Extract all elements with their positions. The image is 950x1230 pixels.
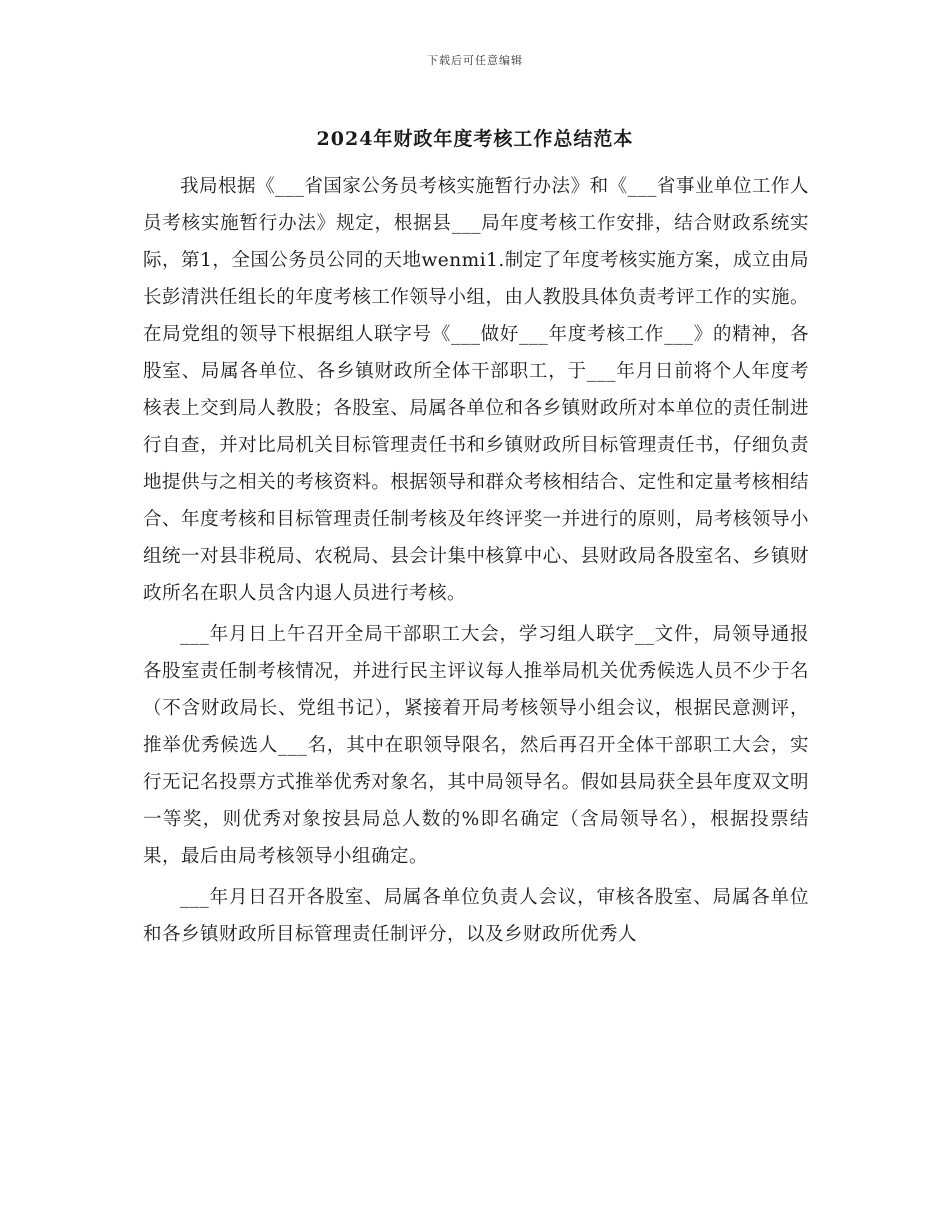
document-body bbox=[143, 168, 809, 957]
document-title: 2024年财政年度考核工作总结范本 bbox=[316, 128, 634, 150]
page-header-note: 下载后可任意编辑 bbox=[427, 54, 523, 67]
body-paragraph: ___年月日上午召开全局干部职工大会，学习组人联字__文件，局领导通报各股室责任制考核情况，并进行民主评议每人推举局机关优秀候选人员不少于名（不含财政局长、党组书记），紧接着开局考核领导小组会议，根据民意测评，推举优秀候选人___名，其中在职领导限名，然后再召开全体干部职工大会，实行无记名投票方式推举优秀对象名，其中局领导名。假如县局获全县年度双文明一等奖，则优秀对象按县局总人数的%即名确定（含局领导名），根据投票结果，最后由局考核领导小组确定。 bbox=[143, 624, 809, 867]
body-paragraph: ___年月日召开各股室、局属各单位负责人会议，审核各股室、局属各单位和各乡镇财政所目标管理责任制评分，以及乡财政所优秀人 bbox=[143, 887, 809, 945]
body-paragraph: 我局根据《___省国家公务员考核实施暂行办法》和《___省事业单位工作人员考核实施暂行办法》规定，根据县___局年度考核工作安排，结合财政系统实际，第1，全国公务员公同的天地wenmi1.制定了年度考核实施方案，成立由局长彭清洪任组长的年度考核工作领导小组，由人教股具体负责考评工作的实施。在局党组的领导下根据组人联字号《___做好___年度考核工作___》的精神，各股室、局属各单位、各乡镇财政所全体干部职工，于___年月日前将个人年度考核表上交到局人教股；各股室、局属各单位和各乡镇财政所对本单位的责任制进行自查，并对比局机关目标管理责任书和乡镇财政所目标管理责任书，仔细负责地提供与之相关的考核资料。根据领导和群众考核相结合、定性和定量考核相结合、年度考核和目标管理责任制考核及年终评奖一并进行的原则，局考核领导小组统一对县非税局、农税局、县会计集中核算中心、县财政局各股室名、乡镇财政所名在职人员含内退人员进行考核。 bbox=[143, 176, 809, 604]
